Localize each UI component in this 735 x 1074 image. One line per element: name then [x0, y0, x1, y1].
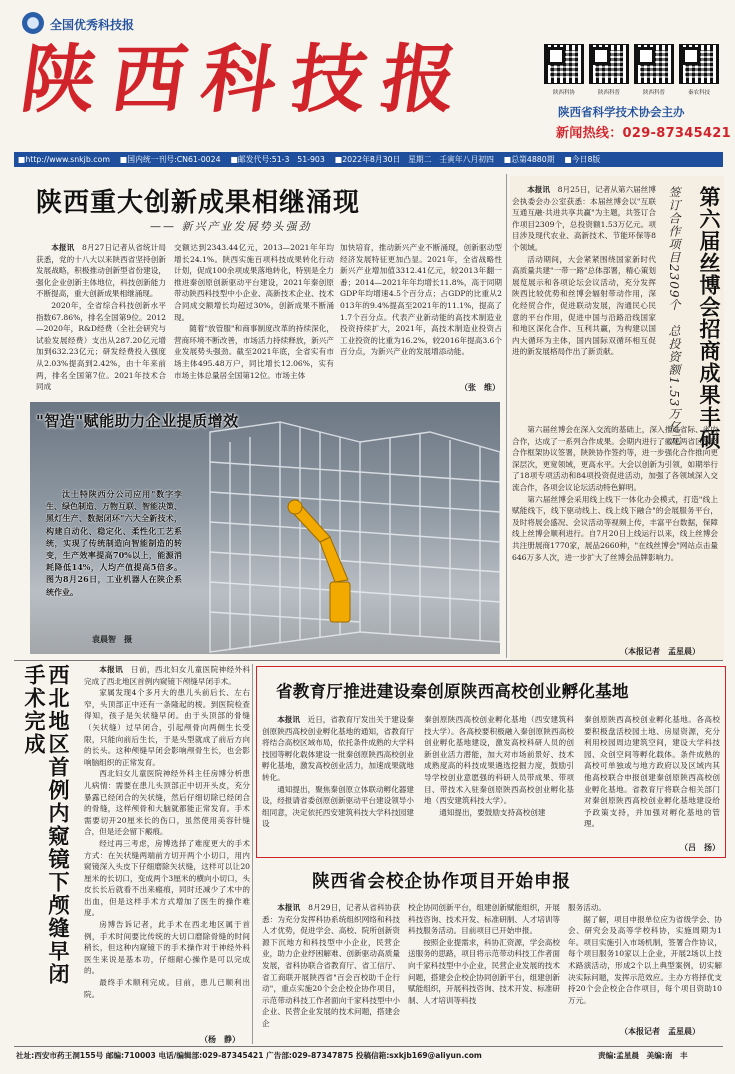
masthead — [0, 0, 735, 148]
school-col-3 — [568, 902, 722, 1026]
incubator-paragraph: 秦创原陕西高校创业孵化基地。各高校要积极盘活校园土地、房屋资源，充分利用校园周边建筑空间，建设大学科技园、众创空间等孵化载体。条件成熟的高校可单独或与地方政府以及区域内其他高校联合申报创建秦创原陕西高校创业孵化基地。省教育厅将联合相关部门对秦创原陕西高校创业孵化基地建设给予政策支持，并加强对孵化基地的管理。 — [584, 715, 720, 829]
lead-subhead: —— 新兴产业发展势头强劲 — [150, 220, 312, 233]
divider — [506, 174, 507, 658]
byline: （杨 静） — [200, 1035, 240, 1044]
left-story-text: 日前，西北妇女儿童医院神经外科完成了西北地区首例内窥镜下颅缝早闭手术。 — [84, 665, 250, 686]
incubator-paragraph: 通知提出，要鼓励支持高校创建 — [439, 807, 546, 817]
byline: （吕 扬） — [680, 843, 720, 852]
qr-label: 秦农科技 — [687, 90, 710, 96]
school-paragraph: 校企协同创新平台，组建创新赋能组织，开展科技咨询、技术开发、标准研制、人才培训等科技服务活动。目前项目已开始申报。 — [408, 903, 560, 936]
issue-date: ■2022年8月30日 星期二 壬寅年八月初四 — [334, 155, 494, 164]
left-story-paragraph: 房博告诉记者，此手术在西北地区属于首例，手术时间要比传统的大切口磨除骨缝的时间稍长，但这种内窥镜下的手术操作对于神经外科医生来说是基本功，仔细耐心操作是可以完成的。 — [84, 920, 250, 976]
page-count: ■今日8版 — [564, 155, 601, 164]
school-paragraph: 按照企业提需求，科协汇资源，学会高校送服务的思路，项目将示范带动科技工作者面向千家科技型中小企业，民营企业发展的技术问题，搭建会企校企协同创新平台，组建创新赋能组织，开展科技咨询、技术开发、标准研制、人才培训等科技 — [408, 937, 560, 1005]
lead-label: 本报讯 — [277, 715, 300, 724]
footer-address: 社址:西安市药王洞155号 邮编:710003 电话/编辑部:029-87345421 广告部:029-87347875 投稿信箱:sxkjb169@aliyun.com — [16, 1051, 482, 1060]
expo-paragraph: 第六届丝博会在深入交流的基础上，深入推进省际、省内合作，达成了一系列合作成果。会期内进行了徽陕两省区战略合作框架协议签署，陕陕协作签约等，进一步强化合作推向更深层次，更宽领域，更高水平。大会以创新为引领，如期举行了18项专项活动和84项投资促进活动，加强了各领域深入交流合作，各项会议论坛活动特色鲜明。 — [512, 425, 718, 492]
incubator-col-1 — [262, 714, 414, 854]
sponsor: 陕西省科学技术协会主办 — [558, 105, 685, 119]
photo-caption-title: "智造"赋能助力企业提质增效 — [36, 412, 239, 430]
total-issue: ■总第4880期 — [503, 155, 555, 164]
lead-label: 本报讯 — [527, 185, 551, 194]
expo-subhead: 签订合作项目2309个 总投资额1.53万亿元 — [667, 186, 681, 447]
qr-code-icon — [634, 44, 674, 84]
expo-text: 8月25日，记者从第六届丝博会执委会办公室获悉：本届丝博会以"互联互通互融·共进共享共赢"为主题，共签订合作项目2309个，总投资额1.53万亿元。项目涉及现代农业、高新技术、节能环保等8个领域。 — [512, 185, 656, 252]
issn: ■国内统一刊号:CN61-0024 — [119, 155, 221, 164]
top-label: 全国优秀科技报 — [50, 18, 135, 32]
expo-paragraph: 第六届丝博会采用线上线下一体化办会模式，打造"线上赋能线下，线下驱动线上、线上线下融合"的会展服务平台，及时将展会盛况、会议活动等视频上传，丰富平台数据，保障线上丝博会顺利进行。自7月20日上线运行以来，线上丝博会共注册展商1770家，展品2660种，"在线丝博会"网站点击量646万多人次，进一步扩大了丝博会品牌影响力。 — [512, 494, 718, 562]
qr-label: 陕西科协 — [552, 90, 575, 96]
lead-paragraph: 加快培育，推动新兴产业不断涌现，创新驱动型经济发展特征更加凸显。2021年，全省战略性新兴产业增加值3312.41亿元，较2013年翻一番；2014—2021年年均增长11.8%，高于同期GDP年均增速4.5个百分点；占GDP的比重从2013年的9.4%提高至2021年的11.1%，提高了1.7个百分点。代表产业新动能的高技术制造业投资持续扩大，2021年，高技术制造业投资占工业投资的比重为16.2%，较2016年提高3.6个百分点，为新兴产业的发展增添动能。 — [340, 243, 502, 357]
info-bar — [14, 152, 723, 167]
expo-headline: 第六届丝博会招商成果丰硕 — [697, 186, 721, 450]
left-story-paragraph: 经过再三考虑，房博选择了难度更大的手术方式：在矢状缝两端前方切开两个小切口，用内窥镜深入头皮下仔细磨除矢状缝，这样可以让20厘米的长切口，变成两个3厘米的横向小切口，头皮长长后就看不出来瘢痕，同时还减少了术中的出血，但是这样手术方式增加了医生的操作难度。 — [84, 838, 250, 918]
byline: （本报记者 孟星晨） — [620, 1027, 700, 1036]
school-text: 8月29日，记者从省科协获悉：为充分发挥科协系统组织网络和科技人才优势，促进学会、高校、院所创新资源下沉地方和科技型中小企业，民营企业，助力企业纾困解难、创新驱动高质量发展，省科协联合省教育厅、省工信厅、省工商联开展陕西省"百会百校助千企行动"，重点实施20个会企校企协作项目，示范带动科技工作者面向千家科技型中小企业、民营企业发展的技术问题，搭建会企 — [262, 903, 400, 1028]
left-story-headline: 西北地区首例内窥镜下颅缝早闭手术完成 — [22, 664, 70, 986]
postal-code: ■邮发代号:51-3 51-903 — [230, 155, 325, 164]
lead-paragraph: 交额达到2343.44亿元，2013—2021年年均增长24.1%。陕西实施百项科技成果转化行动计划，促成100余项成果落地转化，特别是全力推进秦创原创新驱动平台建设，2021年秦创原带动陕西科技型中小企业、高新技术企业、技术合同成交额增长均超过30%，创新成果不断涌现。 — [174, 243, 334, 322]
masthead-title: 陕西科技报 — [15, 37, 479, 123]
divider — [252, 664, 253, 1044]
hotline: 新闻热线：029-87345421 — [556, 126, 731, 141]
qr-code-icon — [544, 44, 584, 84]
qr-code-icon — [679, 44, 719, 84]
byline: （本报记者 孟星晨） — [620, 647, 700, 656]
lead-column-2 — [174, 242, 334, 392]
footer-editors: 责编:孟星晨 美编:南 丰 — [598, 1051, 688, 1060]
incubator-text: 近日，省教育厅发出关于建设秦创原陕西高校创业孵化基地的通知，省教育厅将结合高校区域布局，依托条件成熟的大学科技园等孵化载体建设一批秦创原陕西高校创业孵化基地，激发高校创业活力，加速成果就地转化。 — [262, 715, 414, 782]
qr-label: 陕西科普 — [597, 90, 620, 96]
incubator-paragraph: 通知提出，聚焦秦创原立体联动孵化器建设，经报请省委创原创新驱动平台建设领导小组同意，决定依托西安建筑科技大学科技园建设 — [262, 784, 414, 829]
incubator-col-3 — [584, 714, 720, 842]
qr-label: 陕西科普 — [642, 90, 665, 96]
expo-text-bottom — [512, 424, 718, 652]
school-paragraph: 服务活动。 — [568, 903, 606, 912]
lead-paragraph: 2020年，全省综合科技创新水平指数67.86%，排名全国第9位。2012—2020年，R&D经费（全社会研究与试验发展经费）支出从287.20亿元增加到632.23亿元；研发经费投入强度从2.03%提高到2.42%，由十年来前两，排名全国第7位。2021年技术合同成 — [36, 300, 166, 392]
divider — [14, 1046, 723, 1047]
divider — [14, 660, 723, 661]
byline: （张 维） — [460, 383, 500, 392]
school-col-1 — [262, 902, 400, 1034]
award-logo-icon — [22, 12, 44, 34]
school-paragraph: 据了解，项目申报单位应为省级学会、协会、研究会及高等学校科协，实施周期为1年。项目实施引入市场机制，签署合作协议，每个项目服务10家以上企业，开展2场以上技术路演活动，形成2个以上典型案例，切实解决实际问题，发挥示范效应。主办方将择优支持20个会企校企合作项目，每个项目资助10万元。 — [568, 914, 722, 1005]
photo-caption-text: 汰士特陕西分公司应用"数字孪生、绿色制造、万物互联、智能决策、黑灯生产、数据闭环"六大全新技术，构建自动化、稳定化、柔性化工艺系统，实现了传统制造向智能制造的转变，生产效率提高70%以上，能源消耗降低14%，人均产值提高5倍多。图为8月26日，工业机器人在陕企系统作业。 — [46, 489, 182, 597]
left-story-paragraph: 最终手术顺利完成。目前，患儿已顺利出院。 — [84, 978, 250, 999]
lead-headline: 陕西重大创新成果相继涌现 — [36, 188, 361, 218]
incubator-paragraph: 秦创原陕西高校创业孵化基地（西安建筑科技大学）。各高校要积极融入秦创原陕西高校创业孵化基地建设，激发高校科研人员的创新创业活力潜能，加大对市场前景好、技术成熟度高的科技成果遴选挖掘力度，鼓励引导学校创业意愿强的科研人员带成果、带项目、带技术入驻秦创原陕西高校创业孵化基地（西安建筑科技大学）。 — [424, 715, 574, 806]
incubator-headline: 省教育厅推进建设秦创原陕西高校创业孵化基地 — [276, 682, 629, 701]
lead-label: 本报讯 — [51, 243, 75, 252]
school-col-2 — [408, 902, 560, 1034]
school-headline: 陕西省会校企协作项目开始申报 — [312, 872, 571, 892]
left-story-paragraph: 家属发现4个多月大的患儿头前后长、左右窄，头顶部正中还有一条隆起的棱。到医院检查得知，孩子是矢状缝早闭。由于头顶部的骨缝（矢状缝）过早闭合，引起颅骨向两侧生长受限，只能向前后生长，于是头型就成了前后方向的长头。这种颅缝早闭会影响颅骨生长，也会影响脑组织的正常发育。 — [84, 688, 250, 767]
left-story-paragraph: 西北妇女儿童医院神经外科主任房博分析患儿病情：需要在患儿头顶部正中切开头皮，充分暴露已经闭合的矢状缝，然后仔细切除已经闭合的骨缝，这样颅骨和大脑就都能正常发育。手术需要切开20厘米长的伤口，虽然使用美容针缝合，但是还会留下瘢痕。 — [84, 769, 250, 837]
lead-column-1 — [36, 242, 166, 392]
lead-label: 本报讯 — [277, 903, 301, 912]
photo-credit: 袁晨智 摄 — [92, 635, 132, 644]
lead-text: 8月27日记者从省统计局获悉，党的十八大以来陕西省坚持创新发展战略，积极推动创新型省份建设，强化企业创新主体地位，科技创新能力不断提高，重大创新成果相继涌现。 — [36, 243, 166, 299]
lead-label: 本报讯 — [99, 665, 124, 674]
website-url[interactable]: ■http://www.snkjb.com — [18, 155, 110, 164]
lead-column-3 — [340, 242, 502, 382]
qr-code-icon — [589, 44, 629, 84]
lead-paragraph: 随着"放管服"和商事制度改革的持续深化，营商环境不断改善，市场活力持续释放，新兴产业发展势头强劲。截至2021年底，全省实有市场主体495.48万户，同比增长12.06%，实有市场主体总量居全国第12位。市场主体 — [174, 324, 334, 380]
incubator-col-2 — [424, 714, 574, 854]
factory-photo — [30, 402, 500, 654]
expo-paragraph: 活动期间，大会紧紧围绕国家新时代高质量共建"一带一路"总体部署，精心策划展览展示和各项论坛会议活动，充分发挥陕西比较优势和丝博会辐射带动作用，深化经贸合作，促进联动发展，沟通民心民意的平台作用，促进中国与沿路沿线国家和地区深化合作、互利共赢，为构建以国内大循环为主体，国内国际双循环相互促进的新发展格局作出了新贡献。 — [512, 254, 656, 357]
left-story-body — [84, 664, 250, 1032]
